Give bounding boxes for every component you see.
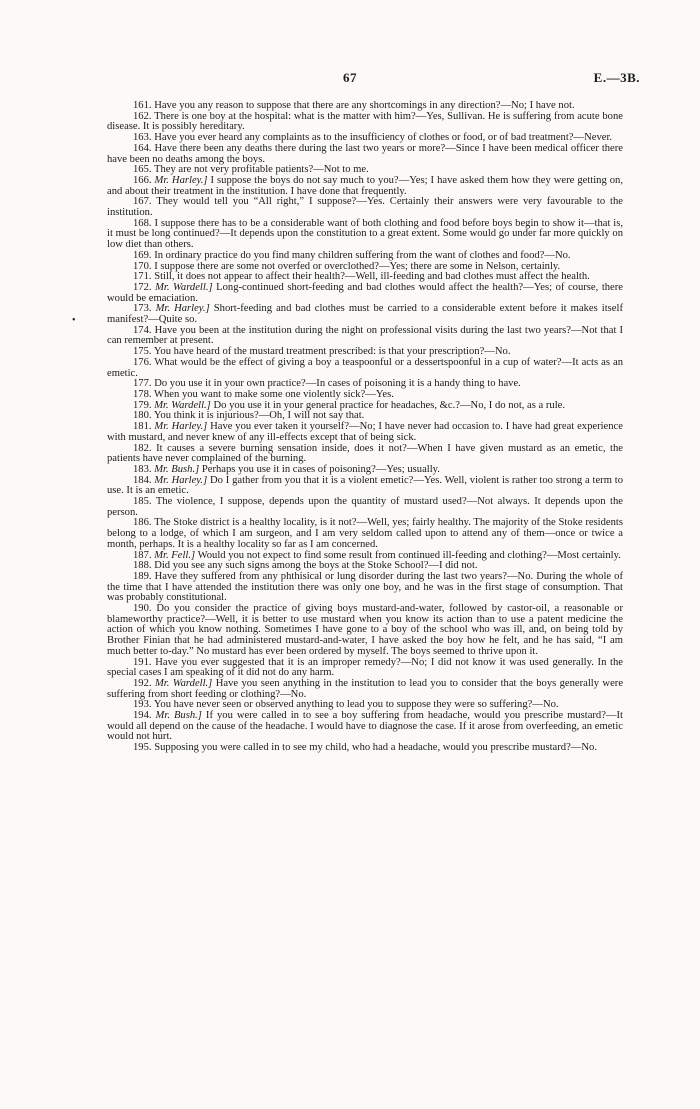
testimony-paragraph bbox=[107, 422, 623, 443]
question-answer-text: Would you not expect to find some result from continued ill-feeding and clothing?—Most certainly. bbox=[197, 549, 621, 561]
testimony-paragraph bbox=[107, 304, 623, 325]
speaker-label: Mr. Harley.] bbox=[154, 174, 208, 186]
question-answer-text: In ordinary practice do you find many children suffering from the want of clothes and food?—No. bbox=[154, 249, 571, 261]
question-number: 163. bbox=[133, 132, 152, 144]
testimony-paragraph bbox=[107, 743, 623, 754]
question-number: 181. bbox=[133, 421, 152, 433]
testimony-paragraph bbox=[107, 658, 623, 679]
speaker-label: Mr. Fell.] bbox=[154, 549, 196, 561]
margin-mark: • bbox=[72, 315, 76, 326]
question-number: 195. bbox=[133, 742, 152, 754]
question-number: 176. bbox=[133, 356, 152, 368]
question-answer-text: The Stoke district is a healthy locality, is it not?—Well, yes; fairly healthy. The majority of the Stoke residents belong to a lodge, of which I am surgeon, and I am very seldom called upon to attend any of them—once or twice a month, perhaps. It is a healthy locality so far as I am concerned. bbox=[107, 517, 623, 550]
question-answer-text: You think it is injurious?—Oh, I will not say that. bbox=[153, 410, 365, 422]
question-number: 187. bbox=[133, 549, 152, 561]
speaker-label: Mr. Harley.] bbox=[155, 303, 210, 315]
question-number: 173. bbox=[133, 303, 152, 315]
question-number: 189. bbox=[133, 570, 152, 582]
question-answer-text: Have you ever suggested that it is an improper remedy?—No; I did not know it was used generally. In the special cases I am speaking of it did not do any harm. bbox=[107, 656, 623, 679]
question-number: 169. bbox=[133, 249, 152, 261]
question-answer-text: I suppose there are some not overfed or overclothed?—Yes; there are some in Nelson, certainly. bbox=[154, 260, 561, 272]
speaker-label: Mr. Wardell.] bbox=[154, 399, 211, 411]
testimony-paragraph bbox=[107, 604, 623, 658]
question-answer-text: Have you any reason to suppose that there are any shortcomings in any direction?—No; I have not. bbox=[154, 100, 575, 111]
testimony-body bbox=[107, 101, 623, 754]
question-number: 188. bbox=[133, 560, 152, 572]
question-answer-text: Have you ever taken it yourself?—No; I have never had occasion to. I have had great experience with mustard, and never knew of any ill-effects except that of being sick. bbox=[107, 421, 623, 443]
question-number: 172. bbox=[133, 281, 152, 293]
question-answer-text: I suppose the boys do not say much to you?—Yes; I have asked them how they were getting on, and about their treatment in the institution. I have done that frequently. bbox=[107, 174, 623, 197]
question-answer-text: You have heard of the mustard treatment prescribed: is that your prescription?—No. bbox=[153, 346, 511, 358]
testimony-paragraph bbox=[107, 197, 623, 218]
question-number: 162. bbox=[133, 110, 152, 122]
testimony-paragraph bbox=[107, 679, 623, 700]
testimony-paragraph bbox=[107, 711, 623, 743]
testimony-paragraph bbox=[107, 112, 623, 133]
page-number: 67 bbox=[343, 70, 357, 85]
question-number: 167. bbox=[133, 196, 152, 208]
question-number: 183. bbox=[133, 463, 152, 475]
speaker-label: Mr. Wardell.] bbox=[155, 281, 213, 293]
question-answer-text: Have you seen anything in the institution to lead you to consider that the boys generally were suffering from short feeding or clothing?—No. bbox=[107, 677, 624, 700]
question-answer-text: I suppose there has to be a considerable want of both clothing and food before boys begin to show it—that is, it must be long continued?—It depends upon the constitution to a great extent. Some would go under far more quickly on low diet than others. bbox=[107, 217, 624, 251]
testimony-paragraph bbox=[107, 444, 623, 465]
question-answer-text: They would tell you “All right,” I suppose?—Yes. Certainly their answers were very favourable to the institution. bbox=[107, 196, 623, 219]
question-answer-text: When you want to make some one violently sick?—Yes. bbox=[154, 388, 394, 400]
question-number: 174. bbox=[133, 324, 152, 336]
question-answer-text: Short-feeding and bad clothes must be carried to a considerable extent before it makes itself manifest?—Quite so. bbox=[107, 303, 623, 326]
question-answer-text: Have you ever heard any complaints as to the insufficiency of clothes or food, or of bad treatment?—Never. bbox=[154, 132, 613, 144]
question-answer-text: Have you been at the institution during the night on professional visits during the last two years?—Not that I can remember at present. bbox=[107, 324, 623, 347]
testimony-paragraph bbox=[107, 476, 623, 497]
question-number: 193. bbox=[133, 699, 152, 711]
question-answer-text: Perhaps you use it in cases of poisoning?—Yes; usually. bbox=[201, 463, 440, 475]
question-answer-text: There is one boy at the hospital: what is the matter with him?—Yes, Sullivan. He is suffering from acute bone disease. It is possibly hereditary. bbox=[107, 110, 623, 133]
testimony-paragraph bbox=[107, 572, 623, 604]
question-number: 180. bbox=[133, 410, 152, 422]
question-number: 171. bbox=[133, 271, 152, 283]
question-answer-text: Did you see any such signs among the boys at the Stoke School?—I did not. bbox=[154, 560, 478, 572]
question-answer-text: Supposing you were called in to see my child, who had a headache, would you prescribe mustard?—No. bbox=[154, 742, 597, 754]
question-number: 166. bbox=[133, 174, 152, 186]
question-number: 168. bbox=[133, 217, 152, 229]
question-answer-text: Have there been any deaths there during the last two years or more?—Since I have been medical officer there have been no deaths among the boys. bbox=[107, 142, 623, 165]
question-answer-text: Do I gather from you that it is a violent emetic?—Yes. Well, violent is rather too strong a term to use. It is an emetic. bbox=[107, 474, 623, 497]
question-number: 165. bbox=[133, 164, 152, 176]
question-number: 182. bbox=[133, 442, 152, 454]
question-answer-text: Do you use it in your own practice?—In cases of poisoning it is a handy thing to have. bbox=[154, 378, 521, 390]
testimony-paragraph bbox=[107, 497, 623, 518]
testimony-paragraph bbox=[107, 219, 623, 251]
testimony-paragraph bbox=[107, 176, 623, 197]
testimony-paragraph bbox=[107, 518, 623, 550]
question-answer-text: They are not very profitable patients?—Not to me. bbox=[154, 164, 369, 176]
question-number: 179. bbox=[133, 399, 152, 411]
question-answer-text: It causes a severe burning sensation inside, does it not?—When I have given mustard as an emetic, the patients have never complained of the burning. bbox=[107, 442, 623, 465]
question-number: 161. bbox=[133, 100, 152, 111]
question-answer-text: If you were called in to see a boy suffering from headache, would you prescribe mustard?—It would all depend on the cause of the headache. I would have to diagnose the case. If it arose from overfeeding, an emetic would not hurt. bbox=[107, 710, 623, 743]
question-number: 175. bbox=[133, 346, 152, 358]
question-answer-text: What would be the effect of giving a boy a teaspoonful or a dessertspoonful in a cup of water?—It acts as an emetic. bbox=[107, 356, 623, 379]
testimony-paragraph bbox=[107, 144, 623, 165]
question-answer-text: Still, it does not appear to affect their health?—Well, ill-feeding and bad clothes must affect the health. bbox=[154, 271, 590, 283]
speaker-label: Mr. Bush.] bbox=[154, 463, 200, 475]
document-reference: E.—3B. bbox=[593, 70, 640, 85]
question-number: 185. bbox=[133, 496, 152, 508]
question-answer-text: The violence, I suppose, depends upon the quantity of mustard used?—Not always. It depends upon the person. bbox=[107, 496, 623, 518]
question-number: 190. bbox=[133, 603, 152, 615]
question-number: 191. bbox=[133, 656, 152, 668]
question-number: 194. bbox=[133, 710, 152, 722]
question-number: 164. bbox=[133, 142, 152, 154]
question-number: 178. bbox=[133, 388, 152, 400]
speaker-label: Mr. Bush.] bbox=[155, 710, 202, 722]
question-number: 192. bbox=[133, 677, 152, 689]
question-number: 186. bbox=[133, 517, 152, 529]
testimony-paragraph bbox=[107, 358, 623, 379]
question-number: 170. bbox=[133, 260, 152, 272]
question-answer-text: Do you use it in your general practice for headaches, &c.?—No, I do not, as a rule. bbox=[213, 399, 565, 411]
question-number: 177. bbox=[133, 378, 152, 390]
question-answer-text: Long-continued short-feeding and bad clothes would affect the health?—Yes; of course, there would be emaciation. bbox=[107, 281, 623, 304]
testimony-paragraph bbox=[107, 326, 623, 347]
question-number: 184. bbox=[133, 474, 152, 486]
speaker-label: Mr. Wardell.] bbox=[154, 677, 213, 689]
speaker-label: Mr. Harley.] bbox=[154, 474, 208, 486]
question-answer-text: You have never seen or observed anything to lead you to suppose they were so suffering?—No. bbox=[153, 699, 559, 711]
question-answer-text: Have they suffered from any phthisical or lung disorder during the last two years?—No. During the whole of the time that I have attended the institution there was only one boy, and he was in the first stage of consumption. That was probably constitutional. bbox=[107, 570, 623, 604]
question-answer-text: Do you consider the practice of giving boys mustard-and-water, followed by castor-oil, a reasonable or blameworthy practice?—Well, it is better to use mustard when you know its action than to use a patent medicine the action of which you know nothing. Sometimes I have gone to a boy of the school who was ill, and, on being told by Brother Finian that he had administered mustard-and-water, I have asked the boy how he felt, and he has said, “I am much better to-day.” No mustard has ever been ordered by myself. The boys seemed to thrive upon it. bbox=[107, 603, 623, 657]
testimony-paragraph bbox=[107, 283, 623, 304]
speaker-label: Mr. Harley.] bbox=[154, 421, 208, 433]
